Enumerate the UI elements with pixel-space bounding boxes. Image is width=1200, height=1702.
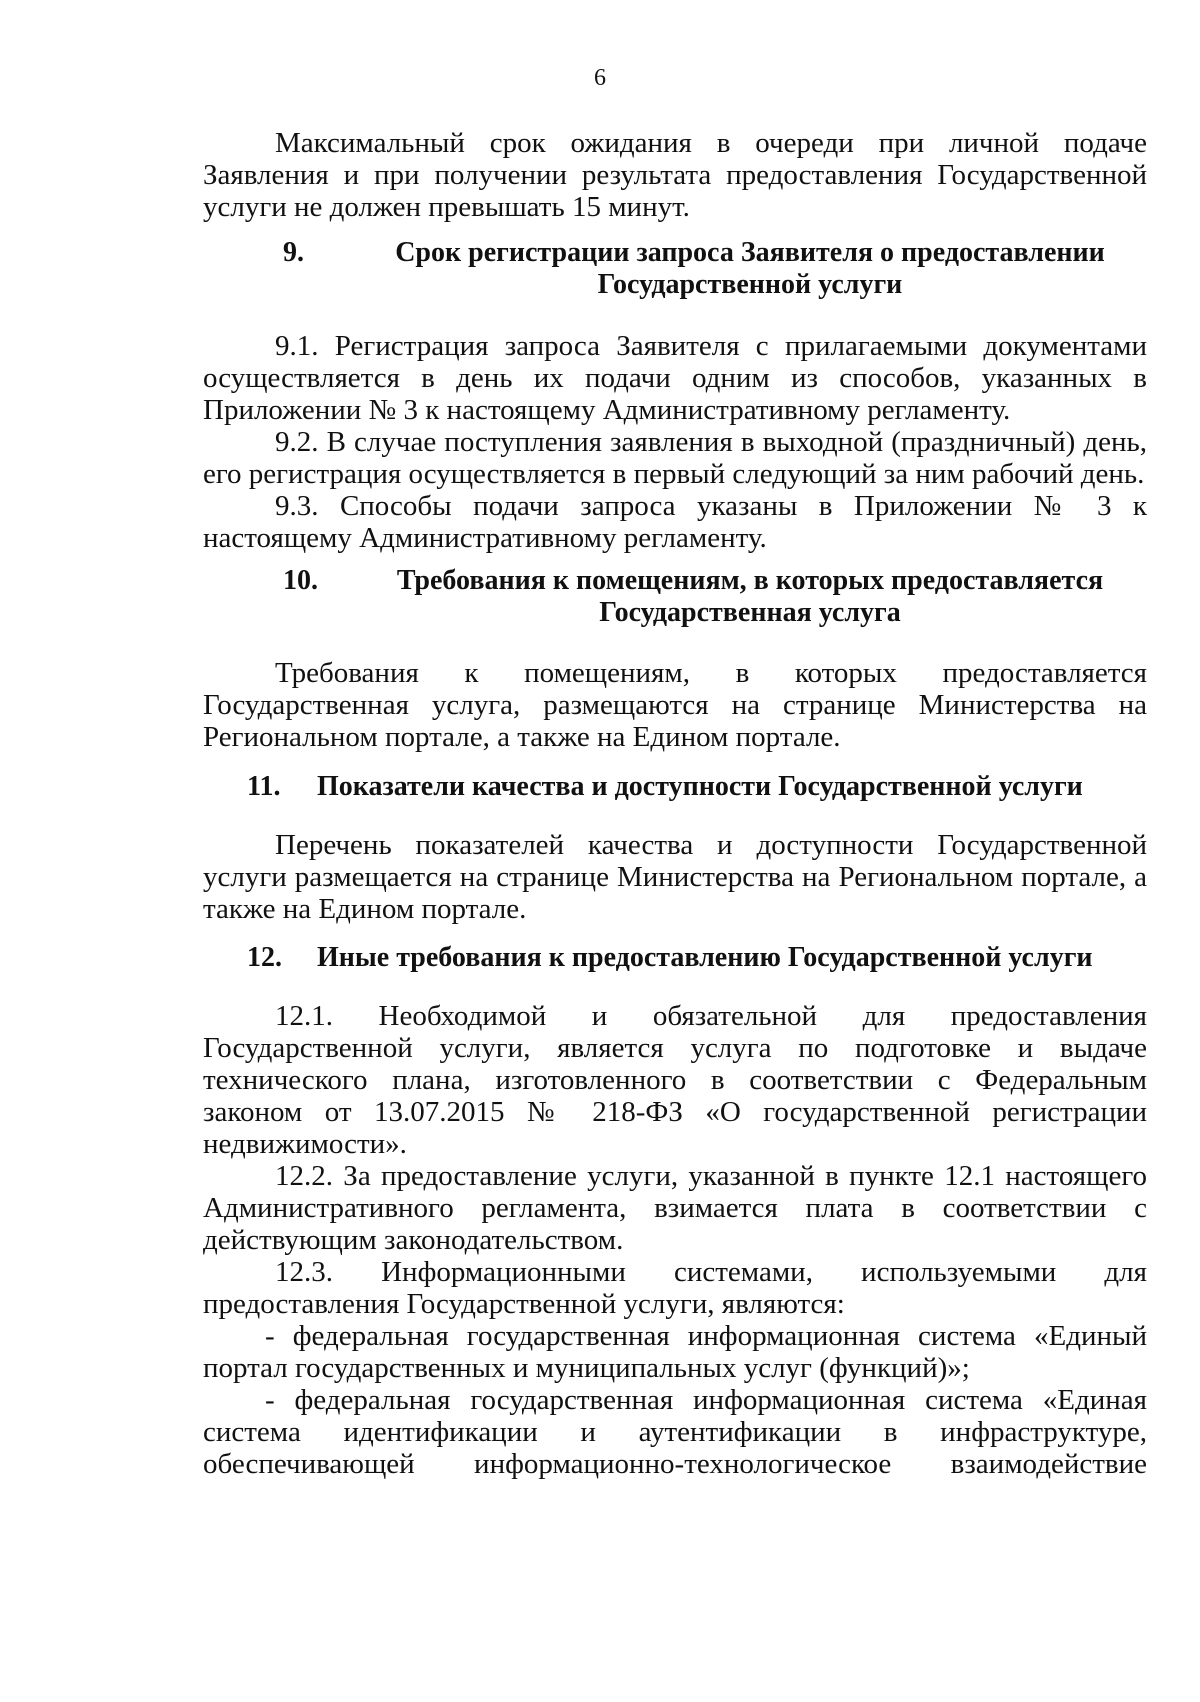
paragraph-12-2: 12.2. За предоставление услуги, указанной в пункте 12.1 настоящего Административного регламента, взимается плата в соответствии с действующим законодательством.: [203, 1160, 1147, 1256]
section-title: [353, 237, 1147, 301]
section-title-line: Требования к помещениям, в которых предоставляется: [396, 565, 1104, 596]
section-title: [353, 565, 1147, 629]
section-9-body: [203, 330, 1147, 554]
list-item-esia: - федеральная государственная информационная система «Единая система идентификации и аутентификации в инфраструктуре, обеспечивающей информационно-технологическое взаимодействие: [203, 1384, 1147, 1480]
list-item-epgu: - федеральная государственная информационная система «Единый портал государственных и муниципальных услуг (функций)»;: [203, 1320, 1147, 1384]
paragraph-12-1: 12.1. Необходимой и обязательной для предоставления Государственной услуги, является услуга по подготовке и выдаче технического плана, изготовленного в соответствии с Федеральным законом от 13.07.2015 № 218-ФЗ «О государственной регистрации недвижимости».: [203, 1000, 1147, 1160]
section-title: [317, 771, 1147, 803]
section-11-body: [203, 829, 1147, 925]
section-12-body: [203, 1000, 1147, 1480]
intro-paragraph: Максимальный срок ожидания в очереди при личной подаче Заявления и при получении результата предоставления Государственной услуги не должен превышать 15 минут.: [203, 127, 1147, 223]
paragraph-11: Перечень показателей качества и доступности Государственной услуги размещается на странице Министерства на Региональном портале, а также на Едином портале.: [203, 829, 1147, 925]
section-title-line: Государственной услуги: [597, 269, 903, 300]
paragraph-9-1: 9.1. Регистрация запроса Заявителя с прилагаемыми документами осуществляется в день их подачи одним из способов, указанных в Приложении № 3 к настоящему Административному регламенту.: [203, 330, 1147, 426]
intro-paragraph-block: [203, 127, 1147, 223]
section-number: 11.: [247, 771, 281, 802]
section-number: 10.: [283, 565, 318, 596]
section-heading-12: [203, 942, 1147, 974]
section-title-line: Показатели качества и доступности Государственной услуги: [317, 771, 1083, 802]
section-heading-10: [203, 565, 1147, 629]
paragraph-9-3: 9.3. Способы подачи запроса указаны в Приложении № 3 к настоящему Административному регламенту.: [203, 490, 1147, 554]
section-number: 12.: [247, 942, 282, 973]
section-number: 9.: [283, 237, 304, 268]
section-title-line: Государственная услуга: [599, 597, 901, 628]
section-title: [317, 942, 1147, 974]
page-number: 6: [594, 65, 606, 91]
section-heading-11: [203, 771, 1147, 803]
section-10-body: [203, 657, 1147, 753]
paragraph-12-3: 12.3. Информационными системами, используемыми для предоставления Государственной услуги, являются:: [203, 1256, 1147, 1320]
section-title-line: Срок регистрации запроса Заявителя о предоставлении: [395, 237, 1105, 268]
paragraph-10: Требования к помещениям, в которых предоставляется Государственная услуга, размещаются на странице Министерства на Региональном портале, а также на Едином портале.: [203, 657, 1147, 753]
paragraph-9-2: 9.2. В случае поступления заявления в выходной (праздничный) день, его регистрация осуществляется в первый следующий за ним рабочий день.: [203, 426, 1147, 490]
section-title-line: Иные требования к предоставлению Государственной услуги: [317, 942, 1093, 973]
section-heading-9: [203, 237, 1147, 301]
